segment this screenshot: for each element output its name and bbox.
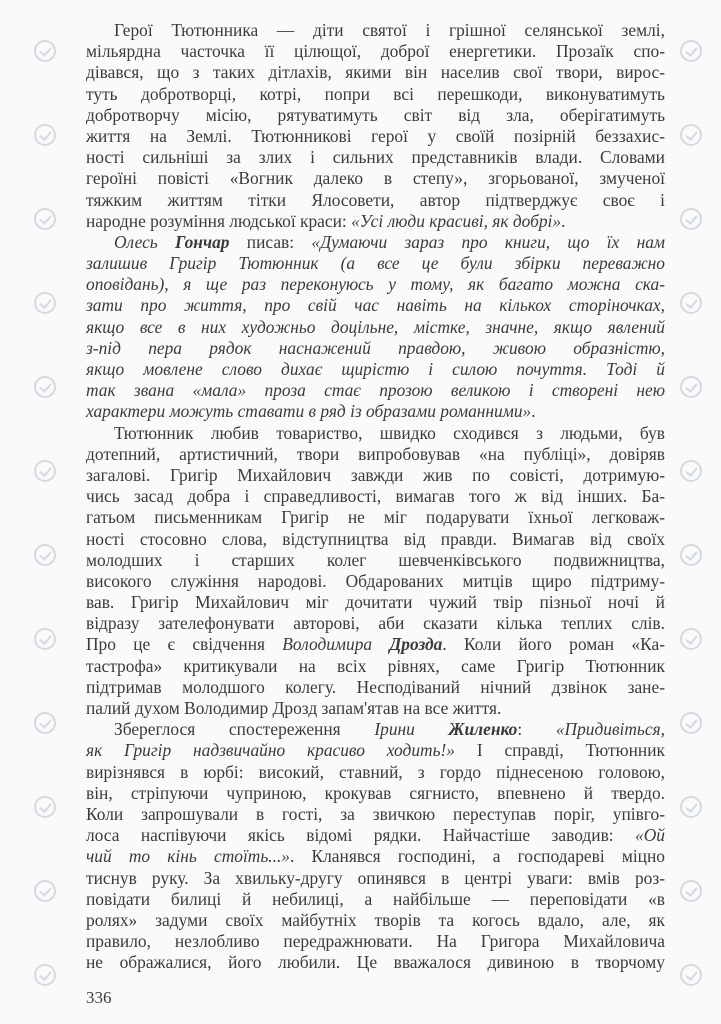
text-run: повідати билиці й небилиці, а найбільше — переповідати «в — [86, 888, 665, 909]
emphasis-run: як Григір надзвичайно красиво ходить!» — [86, 740, 455, 761]
emphasis-run: Жиленко — [448, 719, 518, 740]
text-run: він, стріпуючи чуприною, крокував сягнисто, впевнено й твердо. — [86, 782, 665, 803]
text-line — [86, 338, 665, 359]
text-line — [86, 740, 665, 761]
watermark-logo-icon — [680, 964, 702, 986]
text-line — [86, 889, 665, 910]
paragraph — [86, 423, 665, 720]
text-run: підтримав молодшого колегу. Несподіваний нічний дзвінок зане- — [86, 676, 665, 697]
emphasis-run: Ірини — [374, 719, 449, 740]
text-line — [86, 952, 665, 973]
text-line — [86, 359, 665, 380]
emphasis-run: залишив Григір Тютюнник (а все це були збірки переважно — [86, 253, 665, 274]
watermark-logo-icon — [680, 208, 702, 230]
watermark-logo-icon — [34, 880, 56, 902]
emphasis-run: «Ой — [635, 825, 665, 846]
watermark-logo-icon — [34, 796, 56, 818]
text-run: молодших і старших колег шевченківського подвижництва, — [86, 549, 665, 570]
text-line — [86, 105, 665, 126]
text-run: тастрофа» критикували на всіх рівнях, саме Григір Тютюнник — [86, 655, 665, 676]
emphasis-run: «Придивіться, — [555, 719, 665, 740]
emphasis-run: так звана «мала» проза стає прозою великою і створені нею — [86, 380, 665, 401]
text-line — [86, 211, 665, 232]
watermark-logo-icon — [34, 544, 56, 566]
watermark-logo-icon — [680, 40, 702, 62]
text-line — [86, 295, 665, 316]
watermark-logo-icon — [34, 712, 56, 734]
text-line — [86, 20, 665, 41]
text-run: . Кланявся господині, а господареві міцно — [290, 846, 665, 867]
text-line — [86, 190, 665, 211]
text-line — [86, 62, 665, 83]
watermark-logo-icon — [34, 460, 56, 482]
watermark-logo-icon — [34, 40, 56, 62]
text-line — [86, 126, 665, 147]
watermark-logo-icon — [34, 628, 56, 650]
text-run: вирізнявся в юрбі: високий, ставний, з гордо піднесеною головою, — [86, 761, 665, 782]
text-line — [86, 317, 665, 338]
text-run: Герої Тютюнника — діти святої і грішної селянської землі, — [114, 20, 665, 40]
watermark-logo-icon — [680, 712, 702, 734]
watermark-logo-icon — [680, 460, 702, 482]
watermark-logo-icon — [680, 628, 702, 650]
watermark-logo-icon — [34, 376, 56, 398]
paragraph — [86, 20, 665, 232]
text-line — [86, 719, 665, 740]
text-run: мільярдна часточка її цілющої, доброї енергетики. Прозаїк спо- — [86, 41, 665, 62]
text-run: Про це є свідчення — [86, 634, 283, 655]
text-run: І справді, Тютюнник — [454, 740, 665, 761]
text-line — [86, 592, 665, 613]
text-run: палий духом Володимир Дрозд запам'ятав на все життя. — [86, 698, 502, 718]
emphasis-run: Дрозда — [389, 634, 443, 655]
text-run: . Коли його роман «Ка- — [442, 634, 665, 655]
text-line — [86, 423, 665, 444]
text-line — [86, 783, 665, 804]
text-line — [86, 168, 665, 189]
text-line — [86, 465, 665, 486]
emphasis-run: чий то кінь стоїть...» — [86, 846, 290, 867]
text-run: дівався, що з таких дітлахів, якими він населив свої твори, вирос- — [86, 62, 665, 83]
text-run: тяжким життям тітки Ялосовети, автор підтверджує своє і — [86, 189, 665, 210]
text-line — [86, 507, 665, 528]
watermark-logo-icon — [680, 376, 702, 398]
text-line — [86, 910, 665, 931]
text-run: вав. Григір Михайлович міг дочитати чужий твір пізньої ночі й — [86, 592, 665, 613]
text-run: Збереглося спостереження — [114, 719, 375, 740]
text-run: високого служіння народові. Обдарованих митців щиро підтриму- — [86, 570, 665, 591]
text-line — [86, 84, 665, 105]
watermark-logo-icon — [680, 880, 702, 902]
emphasis-run: Олесь — [114, 231, 175, 252]
text-run: народне розуміння людської краси: — [86, 210, 352, 231]
text-run: правило, незлобливо передражнювати. На Григора Михайловича — [86, 931, 665, 952]
watermark-logo-icon — [34, 208, 56, 230]
text-line — [86, 656, 665, 677]
watermark-logo-icon — [680, 796, 702, 818]
text-line — [86, 486, 665, 507]
text-line — [86, 762, 665, 783]
text-run: ності сильніші за злих і сильних представників влади. Словами — [86, 147, 665, 168]
text-run: лоса наспівуючи якісь відомі рядки. Найчастіше заводив: — [86, 825, 636, 846]
text-line — [86, 931, 665, 952]
text-run: ролях» задуми своїх майбутніх творів та когось вдало, але, як — [86, 909, 665, 930]
paragraph — [86, 232, 665, 423]
text-run: тиснув руку. За хвильку-другу опинявся в центрі уваги: вмів роз- — [86, 867, 665, 888]
text-line — [86, 825, 665, 846]
text-run: героїні повісті «Вогник далеко в степу», згорьованої, змученої — [86, 168, 665, 189]
watermark-logo-icon — [34, 292, 56, 314]
text-run: . — [561, 210, 566, 231]
text-run: . — [531, 401, 536, 422]
watermark-logo-icon — [34, 124, 56, 146]
watermark-logo-icon — [680, 292, 702, 314]
watermark-logo-icon — [680, 124, 702, 146]
watermark-logo-icon — [34, 964, 56, 986]
document-body — [86, 20, 665, 973]
text-line — [86, 804, 665, 825]
text-run: писав: — [229, 231, 312, 252]
text-line — [86, 401, 665, 422]
emphasis-run: якщо мовлене слово дихає щирістю і силою почуття. Тоді й — [86, 359, 665, 379]
text-run: Тютюнник любив товариство, швидко сходився з людьми, був — [114, 422, 665, 443]
emphasis-run: характери можуть ставати в ряд із образами романними» — [86, 401, 532, 422]
emphasis-run: якщо все в них художньо доцільне, містке, значне, якщо явлений — [86, 316, 665, 337]
watermark-logo-icon — [680, 544, 702, 566]
text-line — [86, 444, 665, 465]
text-line — [86, 846, 665, 867]
text-line — [86, 274, 665, 295]
emphasis-run: оповідань), я ще раз переконуюсь у тому, як багато можна ска- — [86, 274, 665, 295]
text-line — [86, 677, 665, 698]
text-line — [86, 634, 665, 655]
emphasis-run: Володимира — [282, 634, 390, 655]
text-run: життя на Землі. Тютюнникові герої у своїй позірній беззахис- — [86, 125, 665, 146]
text-line — [86, 550, 665, 571]
text-line — [86, 529, 665, 550]
text-line — [86, 613, 665, 634]
text-run: ності стосовно слова, відступництва від правди. Вимагав від своїх — [86, 528, 665, 549]
text-line — [86, 380, 665, 401]
emphasis-run: зати про життя, про свій час навіть на кількох сторіночках, — [86, 295, 665, 316]
text-line — [86, 41, 665, 62]
paragraph — [86, 719, 665, 973]
text-run: відразу зателефонувати авторові, аби сказати кілька теплих слів. — [86, 613, 665, 634]
text-line — [86, 571, 665, 592]
text-run: загалові. Григір Михайлович завжди жив по совісті, дотримую- — [86, 464, 665, 485]
text-run: дотепний, артистичний, твори випробовував «на публіці», довіряв — [86, 443, 665, 464]
text-run: добротворчу місію, рятуватимуть світ від зла, оберігатимуть — [86, 104, 665, 125]
text-line — [86, 698, 665, 719]
text-run: Коли запрошували в гості, за звичкою переступав поріг, упівго- — [86, 803, 665, 824]
emphasis-run: з-під пера рядок наснажений правдою, живою образністю, — [86, 337, 665, 358]
text-line — [86, 253, 665, 274]
emphasis-run: «Думаючи зараз про книги, що їх нам — [311, 231, 666, 252]
text-line — [86, 147, 665, 168]
emphasis-run: Гончар — [175, 231, 230, 252]
text-run: чись засад добра і справедливості, вимагав того ж від інших. Ба- — [86, 486, 665, 507]
page-number: 336 — [86, 988, 112, 1007]
text-run: : — [517, 719, 556, 740]
text-line — [86, 868, 665, 889]
text-line — [86, 232, 665, 253]
text-run: гатьом письменникам Григір не міг подарувати їхньої легковаж- — [86, 507, 665, 528]
text-run: туть добротворці, котрі, попри всі перешкоди, виконуватимуть — [86, 83, 665, 104]
text-run: не ображалися, його любили. Це вважалося дивиною в творчому — [86, 952, 665, 973]
emphasis-run: «Усі люди красиві, як добрі» — [351, 210, 562, 231]
